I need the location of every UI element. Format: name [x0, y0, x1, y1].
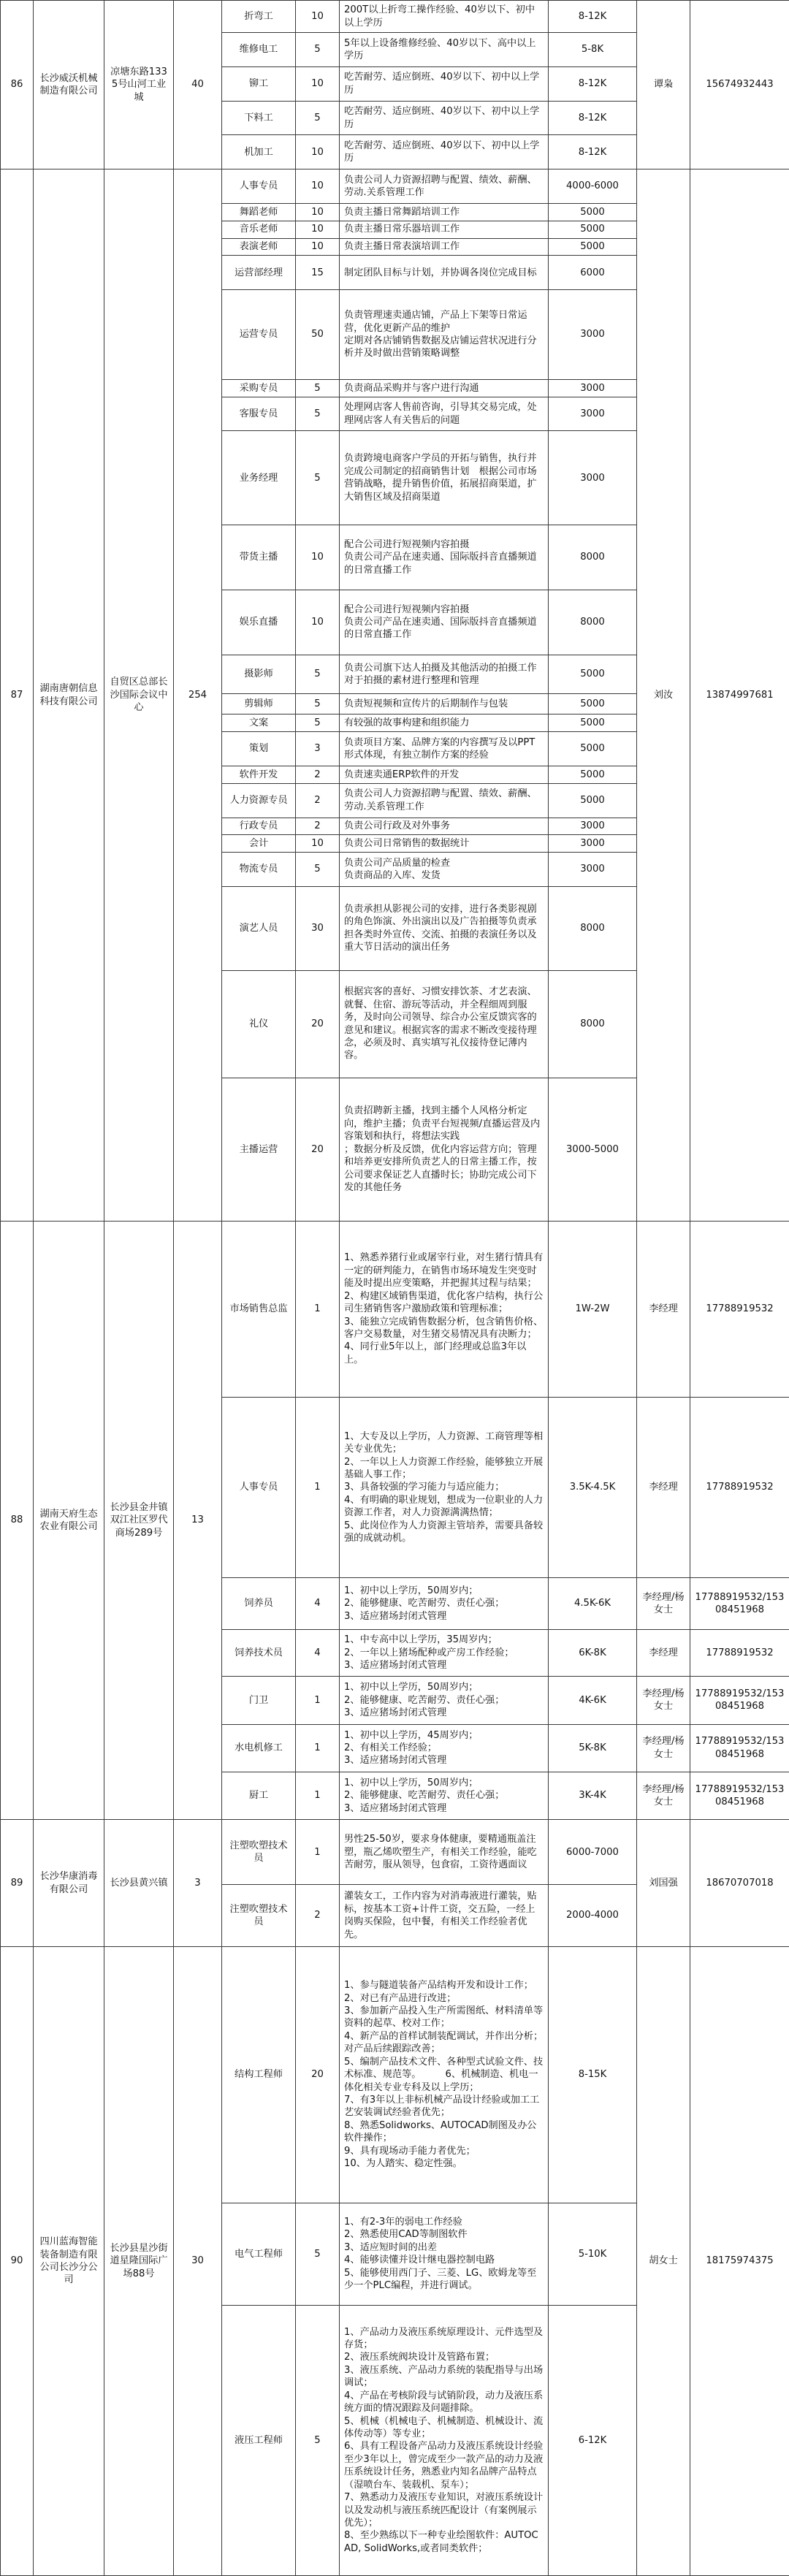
job-title: 业务经理 — [222, 431, 296, 525]
contact-person: 胡女士 — [637, 1947, 690, 2576]
job-title: 运营部经理 — [222, 256, 296, 290]
job-salary: 4000-6000 — [549, 169, 637, 204]
job-headcount: 10 — [296, 835, 340, 853]
job-requirements: 负责公司人力资源招聘与配置、绩效、薪酬、劳动.关系管理工作 — [340, 169, 549, 204]
company-number: 88 — [1, 1222, 34, 1820]
job-requirements: 1、有2-3年的弱电工作经验 2、熟悉使用CAD等制图软件 3、适应短时间的出差 4、能够读懂并设计继电器控制电路 5、能够使用西门子、三菱、LG、欧姆龙等至少一个PLC编程，并进行调试。 — [340, 2203, 549, 2305]
job-title: 软件开发 — [222, 766, 296, 783]
job-headcount: 5 — [296, 694, 340, 715]
job-headcount: 1 — [296, 1820, 340, 1885]
job-salary: 8000 — [549, 525, 637, 590]
hiring-total: 254 — [174, 169, 222, 1222]
job-headcount: 20 — [296, 970, 340, 1078]
job-title: 舞蹈老师 — [222, 203, 296, 221]
job-title: 饲养员 — [222, 1578, 296, 1629]
job-requirements: 负责公司产品质量的检查 负责商品的入库、发货 — [340, 853, 549, 887]
hiring-total: 3 — [174, 1820, 222, 1947]
job-requirements: 配合公司进行短视频内容拍摄 负责公司产品在速卖通、国际版抖音直播频道的日常直播工作 — [340, 525, 549, 590]
job-requirements: 负责主播日常表演培训工作 — [340, 238, 549, 256]
company-name: 四川蓝海智能装备制造有限公司长沙分公司 — [34, 1947, 104, 2576]
job-requirements: 负责公司旗下达人拍摄及其他活动的拍摄工作 对于拍摄的素材进行整理和管理 — [340, 655, 549, 694]
job-title: 人事专员 — [222, 169, 296, 204]
job-headcount: 5 — [296, 33, 340, 67]
job-headcount: 5 — [296, 853, 340, 887]
job-headcount: 5 — [296, 715, 340, 732]
job-salary: 3000 — [549, 379, 637, 397]
job-salary: 3K-4K — [549, 1772, 637, 1819]
job-salary: 3000 — [549, 290, 637, 380]
company-number: 87 — [1, 169, 34, 1222]
job-headcount: 10 — [296, 135, 340, 169]
job-headcount: 5 — [296, 431, 340, 525]
contact-person: 李经理 — [637, 1629, 690, 1677]
job-salary: 3.5K-4.5K — [549, 1397, 637, 1578]
job-headcount: 5 — [296, 2305, 340, 2575]
contact-phone: 13874997681 — [690, 169, 789, 1222]
job-requirements: 吃苦耐劳、适应倒班、40岁以下、初中以上学历 — [340, 101, 549, 135]
contact-person: 李经理 — [637, 1222, 690, 1398]
job-requirements: 5年以上设备维修经验、40岁以下、高中以上学历 — [340, 33, 549, 67]
job-requirements: 负责公司行政及对外事务 — [340, 818, 549, 835]
job-headcount: 5 — [296, 2203, 340, 2305]
job-headcount: 15 — [296, 256, 340, 290]
job-requirements: 1、初中以上学历，45周岁内； 2、有相关工作经验； 3、适应猪场封闭式管理 — [340, 1724, 549, 1772]
job-headcount: 20 — [296, 1947, 340, 2203]
job-title: 剪辑师 — [222, 694, 296, 715]
job-salary: 4K-6K — [549, 1677, 637, 1724]
job-requirements: 灌装女工，工作内容为对消毒液进行灌装，贴标，按基本工资+计件工资，交五险，一经上岗购买保险，包中餐，有相关工作经验者优先。 — [340, 1885, 549, 1947]
job-requirements: 配合公司进行短视频内容拍摄 负责公司产品在速卖通、国际版抖音直播频道的日常直播工作 — [340, 590, 549, 655]
job-title: 采购专员 — [222, 379, 296, 397]
job-headcount: 5 — [296, 655, 340, 694]
job-salary: 8-12K — [549, 101, 637, 135]
job-requirements: 负责项目方案、品牌方案的内容撰写及以PPT形式体现，有独立制作方案的经验 — [340, 732, 549, 766]
company-address: 长沙县黄兴镇 — [104, 1820, 174, 1947]
job-headcount: 10 — [296, 221, 340, 238]
job-requirements: 1、初中以上学历，50周岁内； 2、能够健康、吃苦耐劳、责任心强； 3、适应猪场封闭式管理 — [340, 1677, 549, 1724]
job-title: 运营专员 — [222, 290, 296, 380]
job-salary: 3000 — [549, 835, 637, 853]
job-title: 人事专员 — [222, 1397, 296, 1578]
job-headcount: 3 — [296, 732, 340, 766]
job-headcount: 2 — [296, 1885, 340, 1947]
job-row — [1, 1947, 789, 2203]
job-requirements: 有较强的故事构建和组织能力 — [340, 715, 549, 732]
job-title: 会计 — [222, 835, 296, 853]
job-title: 注塑吹塑技术员 — [222, 1820, 296, 1885]
job-salary: 5000 — [549, 655, 637, 694]
job-requirements: 1、熟悉养猪行业或屠宰行业，对生猪行情具有一定的研判能力，在销售市场环境发生突变时能及时提出应变策略，并把握其过程与结果； 2、构建区域销售渠道，优化客户结构，执行公司生猪销售客户激励政策和管理标准； 3、能独立完成销售数据分析，包含销售价格、客户交易数量，对生猪交易情况具有决断力； 4、同行业5年以上，部门经理或总监3年以上。 — [340, 1222, 549, 1398]
job-title: 音乐老师 — [222, 221, 296, 238]
job-requirements: 负责跨境电商客户学员的开拓与销售，执行并完成公司制定的招商销售计划 根据公司市场营销战略，提升销售价值，拓展招商渠道，扩大销售区域及招商渠道 — [340, 431, 549, 525]
job-title: 市场销售总监 — [222, 1222, 296, 1398]
job-headcount: 2 — [296, 766, 340, 783]
job-title: 物流专员 — [222, 853, 296, 887]
contact-phone: 17788919532 — [690, 1397, 789, 1578]
job-headcount: 10 — [296, 525, 340, 590]
company-name: 湖南唐朝信息科技有限公司 — [34, 169, 104, 1222]
job-salary: 8000 — [549, 887, 637, 971]
job-requirements: 1、参与隧道装备产品结构开发和设计工作； 2、对已有产品进行改进； 3、参加新产品投入生产所需图纸、材料清单等资料的起草、校对工作； 4、新产品的首样试制装配调试，并作出分析；对产品后续跟踪改善； 5、编制产品技术文件、各种型式试验文件、技术标准、规范等。 6、机械制造、机电一体化相关专业专科及以上学历； 7、有3年以上非标机械产品设计经验或加工工艺安装调试经验者优先； 8、熟悉Solidworks、AUTOCAD制图及办公软件操作； 9、具有现场动手能力者优先； 10、为人踏实、稳定性强。 — [340, 1947, 549, 2203]
job-salary: 5000 — [549, 715, 637, 732]
job-salary: 5-8K — [549, 33, 637, 67]
job-headcount: 10 — [296, 238, 340, 256]
contact-person: 谭枭 — [637, 1, 690, 169]
contact-person: 刘汝 — [637, 169, 690, 1222]
contact-person: 李经理/杨女士 — [637, 1677, 690, 1724]
job-requirements: 1、初中以上学历，50周岁内； 2、能够健康、吃苦耐劳、责任心强； 3、适应猪场封闭式管理 — [340, 1578, 549, 1629]
job-title: 厨工 — [222, 1772, 296, 1819]
job-row — [1, 1820, 789, 1885]
job-headcount: 50 — [296, 290, 340, 380]
job-headcount: 5 — [296, 397, 340, 431]
job-title: 摄影师 — [222, 655, 296, 694]
contact-phone: 18670707018 — [690, 1820, 789, 1947]
job-title: 折弯工 — [222, 1, 296, 33]
job-headcount: 10 — [296, 1, 340, 33]
job-headcount: 1 — [296, 1772, 340, 1819]
job-headcount: 10 — [296, 203, 340, 221]
job-headcount: 2 — [296, 783, 340, 818]
contact-person: 李经理/杨女士 — [637, 1578, 690, 1629]
contact-person: 刘国强 — [637, 1820, 690, 1947]
job-salary: 5000 — [549, 732, 637, 766]
job-title: 注塑吹塑技术员 — [222, 1885, 296, 1947]
job-title: 礼仪 — [222, 970, 296, 1078]
job-headcount: 4 — [296, 1578, 340, 1629]
job-requirements: 1、初中以上学历，50周岁内； 2、能够健康、吃苦耐劳、责任心强； 3、适应猪场封闭式管理 — [340, 1772, 549, 1819]
job-salary: 6000-7000 — [549, 1820, 637, 1885]
job-headcount: 10 — [296, 169, 340, 204]
job-salary: 3000 — [549, 431, 637, 525]
hiring-total: 40 — [174, 1, 222, 169]
contact-phone: 17788919532/15308451968 — [690, 1578, 789, 1629]
job-title: 下料工 — [222, 101, 296, 135]
job-salary: 8000 — [549, 970, 637, 1078]
company-address: 凉塘东路1335号山河工业城 — [104, 1, 174, 169]
contact-phone: 17788919532/15308451968 — [690, 1677, 789, 1724]
contact-person: 李经理 — [637, 1397, 690, 1578]
job-title: 结构工程师 — [222, 1947, 296, 2203]
job-title: 液压工程师 — [222, 2305, 296, 2575]
job-salary: 5K-8K — [549, 1724, 637, 1772]
job-headcount: 10 — [296, 66, 340, 101]
job-requirements: 1、大专及以上学历，人力资源、工商管理等相关专业优先； 2、一年以上人力资源工作经验，能够独立开展基础人事工作； 3、具备较强的学习能力与适应能力； 4、有明确的职业规划，想成为一位职业的人力资源工作者，对人力资源满满热情； 5、此岗位作为人力资源主管培养，需要具备较强的成就动机。 — [340, 1397, 549, 1578]
job-salary: 6-12K — [549, 2305, 637, 2575]
job-title: 机加工 — [222, 135, 296, 169]
job-headcount: 1 — [296, 1222, 340, 1398]
job-headcount: 1 — [296, 1397, 340, 1578]
company-name: 长沙华康消毒有限公司 — [34, 1820, 104, 1947]
job-salary: 3000-5000 — [549, 1078, 637, 1221]
job-salary: 1W-2W — [549, 1222, 637, 1398]
job-requirements: 制定团队目标与计划，并协调各岗位完成目标 — [340, 256, 549, 290]
job-title: 带货主播 — [222, 525, 296, 590]
job-salary: 6000 — [549, 256, 637, 290]
job-requirements: 1、中专高中以上学历，35周岁内； 2、一年以上猪场配种或产房工作经验； 3、适应猪场封闭式管理 — [340, 1629, 549, 1677]
job-requirements: 负责短视频和宣传片的后期制作与包装 — [340, 694, 549, 715]
job-requirements: 吃苦耐劳、适应倒班、40岁以下、初中以上学历 — [340, 66, 549, 101]
company-name: 湖南天府生态农业有限公司 — [34, 1222, 104, 1820]
contact-person: 李经理/杨女士 — [637, 1772, 690, 1819]
contact-phone: 18175974375 — [690, 1947, 789, 2576]
job-row — [1, 1, 789, 33]
job-title: 门卫 — [222, 1677, 296, 1724]
job-headcount: 5 — [296, 379, 340, 397]
company-number: 90 — [1, 1947, 34, 2576]
job-title: 铆工 — [222, 66, 296, 101]
contact-phone: 17788919532/15308451968 — [690, 1724, 789, 1772]
job-title: 维修电工 — [222, 33, 296, 67]
job-salary: 5000 — [549, 238, 637, 256]
contact-person: 李经理/杨女士 — [637, 1724, 690, 1772]
company-name: 长沙威沃机械制造有限公司 — [34, 1, 104, 169]
job-headcount: 1 — [296, 1677, 340, 1724]
job-title: 演艺人员 — [222, 887, 296, 971]
job-headcount: 5 — [296, 101, 340, 135]
job-requirements: 200T以上折弯工操作经验、40岁以下、初中以上学历 — [340, 1, 549, 33]
company-address: 长沙县金井镇双江社区罗代商场289号 — [104, 1222, 174, 1820]
job-title: 客服专员 — [222, 397, 296, 431]
job-salary: 6K-8K — [549, 1629, 637, 1677]
job-requirements: 负责公司日常销售的数据统计 — [340, 835, 549, 853]
job-title: 行政专员 — [222, 818, 296, 835]
job-salary: 5-10K — [549, 2203, 637, 2305]
job-requirements: 吃苦耐劳、适应倒班、40岁以下、初中以上学历 — [340, 135, 549, 169]
job-headcount: 4 — [296, 1629, 340, 1677]
job-requirements: 负责管理速卖通店铺，产品上下架等日常运营，优化更新产品的维护 定期对各店铺销售数据及店铺运营状况进行分析并及时做出营销策略调整 — [340, 290, 549, 380]
job-salary: 5000 — [549, 694, 637, 715]
job-requirements: 负责承担从影视公司的安排，进行各类影视剧的角色饰演、外出演出以及广告拍摄等负责承担各类时外宣传、交流、拍摄的表演任务以及重大节日活动的演出任务 — [340, 887, 549, 971]
job-row — [1, 169, 789, 204]
company-address: 自贸区总部长沙国际会议中心 — [104, 169, 174, 1222]
job-requirements: 负责公司人力资源招聘与配置、绩效、薪酬、劳动.关系管理工作 — [340, 783, 549, 818]
job-salary: 8-15K — [549, 1947, 637, 2203]
job-headcount: 10 — [296, 590, 340, 655]
job-salary: 2000-4000 — [549, 1885, 637, 1947]
job-headcount: 1 — [296, 1724, 340, 1772]
job-salary: 5000 — [549, 221, 637, 238]
hiring-total: 13 — [174, 1222, 222, 1820]
contact-phone: 17788919532 — [690, 1629, 789, 1677]
job-headcount: 2 — [296, 818, 340, 835]
hiring-total: 30 — [174, 1947, 222, 2576]
job-requirements: 负责主播日常舞蹈培训工作 — [340, 203, 549, 221]
job-title: 文案 — [222, 715, 296, 732]
contact-phone: 15674932443 — [690, 1, 789, 169]
job-title: 策划 — [222, 732, 296, 766]
job-requirements: 负责主播日常乐器培训工作 — [340, 221, 549, 238]
job-title: 主播运营 — [222, 1078, 296, 1221]
contact-phone: 17788919532/15308451968 — [690, 1772, 789, 1819]
job-title: 电气工程师 — [222, 2203, 296, 2305]
job-salary: 3000 — [549, 853, 637, 887]
job-salary: 5000 — [549, 783, 637, 818]
job-title: 饲养技术员 — [222, 1629, 296, 1677]
job-headcount: 30 — [296, 887, 340, 971]
company-number: 86 — [1, 1, 34, 169]
job-salary: 3000 — [549, 397, 637, 431]
job-requirements: 处理网店客人售前咨询，引导其交易完成，处理网店客人有关售后的问题 — [340, 397, 549, 431]
job-salary: 8-12K — [549, 66, 637, 101]
job-requirements: 负责速卖通ERP软件的开发 — [340, 766, 549, 783]
company-number: 89 — [1, 1820, 34, 1947]
job-requirements: 根据宾客的喜好、习惯安排饮茶、才艺表演、就餐、住宿、游玩等活动，并全程细周到服务，及时向公司领导、综合办公室反馈宾客的意见和建议。根据宾客的需求不断改变接待理念，必须及时、真实填写礼仪接待登记薄内容。 — [340, 970, 549, 1078]
job-title: 人力资源专员 — [222, 783, 296, 818]
job-salary: 8000 — [549, 590, 637, 655]
job-salary: 4.5K-6K — [549, 1578, 637, 1629]
job-salary: 8-12K — [549, 135, 637, 169]
job-requirements: 负责商品采购并与客户进行沟通 — [340, 379, 549, 397]
job-requirements: 1、产品动力及液压系统原理设计、元件选型及存货； 2、液压系统阀块设计及管路布置； 3、液压系统、产品动力系统的装配指导与出场调试； 4、产品在考核阶段与试销阶段，动力及液压系统方面的情况跟踪及问题排除。 5、机械（机械电子、机械制造、机械设计、流体传动等）等专业； 6、具有工程设备产品动力及液压系统设计经验至少3年以上，曾完成至少一款产品的动力及液压系统设计任务，熟悉业内知名品牌产品特点（湿喷台车、装载机、泵车）； 7、熟悉动力及液压专业知识，对液压系统设计以及发动机与液压系统匹配设计（有案例展示优先）； 8、至少熟练以下一种专业绘图软件：AUTOCAD, SolidWorks,或者同类软件； — [340, 2305, 549, 2575]
job-salary: 3000 — [549, 818, 637, 835]
job-salary: 5000 — [549, 766, 637, 783]
job-title: 水电机修工 — [222, 1724, 296, 1772]
job-headcount: 20 — [296, 1078, 340, 1221]
job-requirements: 负责招聘新主播，找到主播个人风格分析定向，维护主播；负责平台短视频/直播运营及内容策划和执行，将想法实践 ；数据分析及反馈，优化内容运营方向；管理和培养更安排所负责艺人的日常主播工作，按公司要求保证艺人直播时长；协助完成公司下发的其他任务 — [340, 1078, 549, 1221]
job-salary: 8-12K — [549, 1, 637, 33]
job-row — [1, 1222, 789, 1398]
job-title: 表演老师 — [222, 238, 296, 256]
company-address: 长沙县星沙街道星隆国际广场88号 — [104, 1947, 174, 2576]
contact-phone: 17788919532 — [690, 1222, 789, 1398]
job-requirements: 男性25-50岁，要求身体健康，要精通瓶盖注塑，瓶乙烯吹塑生产，有相关工作经验，能吃苦耐劳，服从领导，包食宿，工资待遇面议 — [340, 1820, 549, 1885]
job-title: 娱乐直播 — [222, 590, 296, 655]
job-salary: 5000 — [549, 203, 637, 221]
